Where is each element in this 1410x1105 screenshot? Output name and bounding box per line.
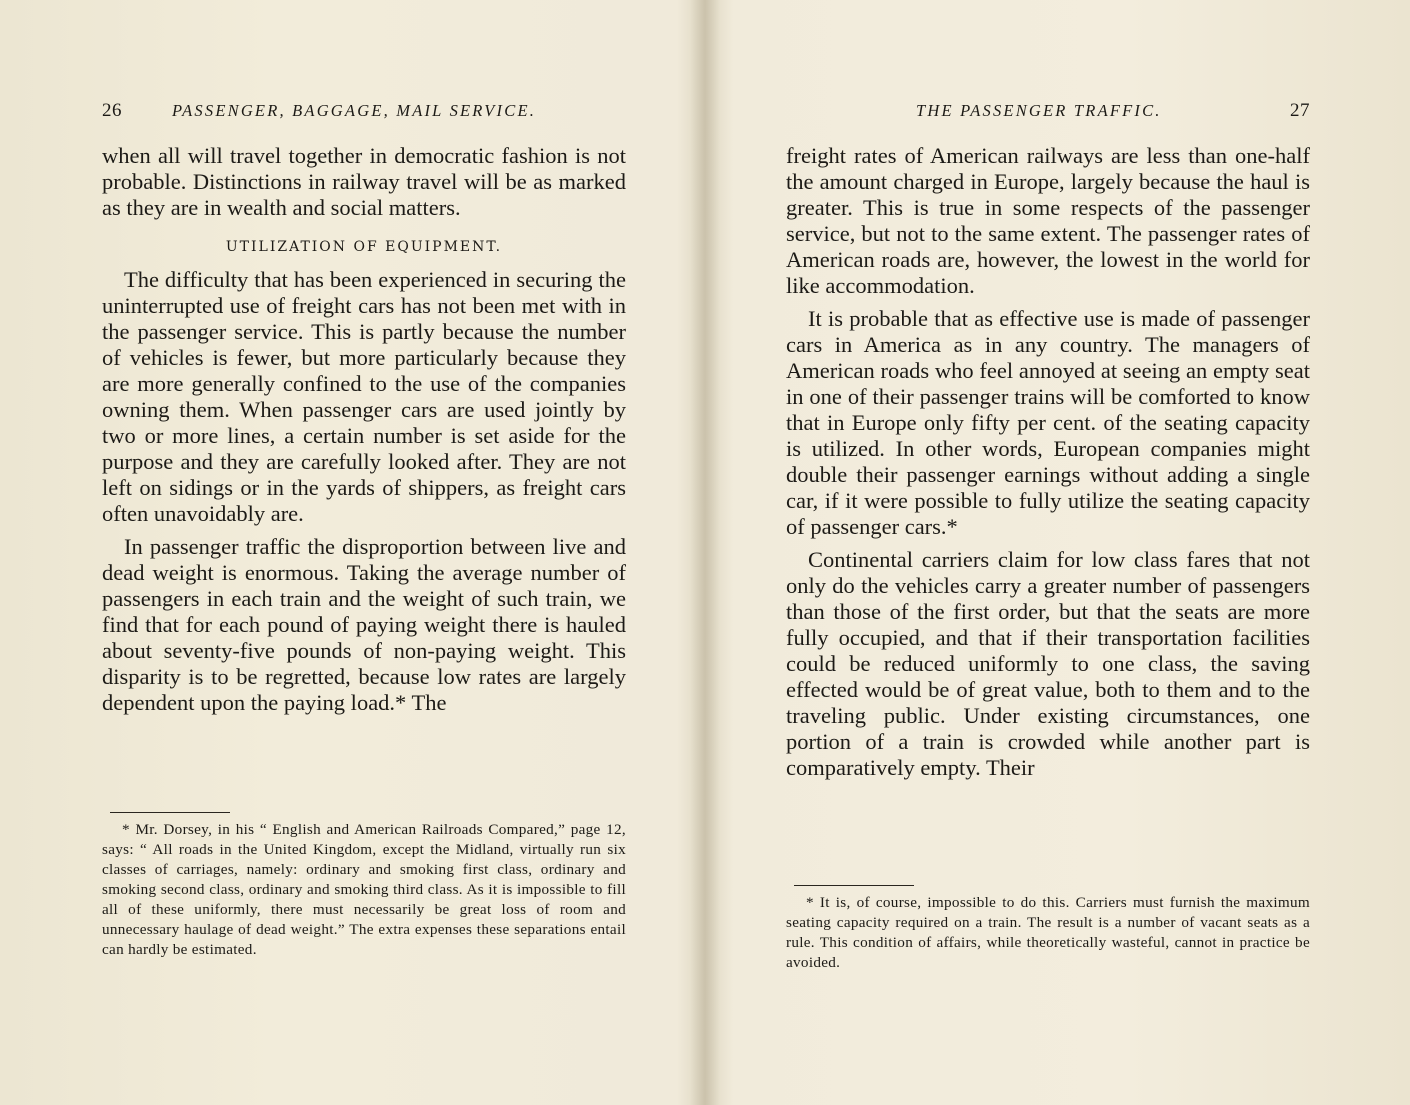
left-footnote-rule <box>110 812 230 813</box>
right-page-body <box>786 143 1310 781</box>
left-footnote-text: * Mr. Dorsey, in his “ English and American Railroads Compared,” page 12, says: “ All roads in the United Kingdom, except the Midland, virtually run six classes of carriages, namely: ordinary and smoking first class, ordinary and smoking second class, ordinary and smoking third class. As it is impossible to fill all of these uniformly, there must necessarily be great loss of room and unnecessary haulage of dead weight.” The extra expenses these separations entail can hardly be estimated. <box>102 821 626 958</box>
right-opening-text: freight rates of American railways are less than one-half the amount charged in Europe, largely because the haul is greater. This is true in some respects of the passenger service, but not to the same extent. The passenger rates of American roads are, however, the lowest in the world for like accommodation. <box>786 143 1310 298</box>
left-running-head: PASSENGER, BAGGAGE, MAIL SERVICE. <box>172 101 537 120</box>
left-footnote <box>102 820 626 960</box>
left-page-number: 26 <box>102 100 122 121</box>
right-running-head: THE PASSENGER TRAFFIC. <box>916 101 1162 120</box>
right-paragraph-1: It is probable that as effective use is made of passenger cars in America as in any country. The managers of American roads who feel annoyed at seeing an empty seat in one of their passenger trains will be comforted to know that in Europe only fifty per cent. of the seating capacity is utilized. In other words, European companies might double their passenger earnings without adding a single car, if it were possible to fully utilize the seating capacity of passenger cars.* <box>786 306 1310 539</box>
left-page-body <box>102 143 626 716</box>
right-paragraph-2: Continental carriers claim for low class fares that not only do the vehicles carry a greater number of passengers than those of the first order, but that the seats are more fully occupied, and that if their transportation facilities could be reduced uniformly to one class, the saving effected would be of great value, both to them and to the traveling public. Under existing circumstances, one portion of a train is crowded while another part is comparatively empty. Their <box>786 547 1310 780</box>
right-footnote-text: * It is, of course, impossible to do this. Carriers must furnish the maximum seating capacity required on a train. The result is a number of vacant seats as a rule. This condition of affairs, while theoretically wasteful, cannot in practice be avoided. <box>786 894 1310 971</box>
left-paragraph-2: In passenger traffic the disproportion between live and dead weight is enormous. Taking the average number of passengers in each train and the weight of such train, we find that for each pound of paying weight there is hauled about seventy-five pounds of non-paying weight. This disparity is to be regretted, because low rates are largely dependent upon the paying load.* The <box>102 534 626 715</box>
section-heading: UTILIZATION OF EQUIPMENT. <box>225 239 503 255</box>
left-page-header <box>102 100 626 126</box>
right-page-header <box>786 100 1310 126</box>
right-page-number: 27 <box>1290 100 1310 121</box>
left-paragraph-1: The difficulty that has been experienced in securing the uninterrupted use of freight cars has not been met with in the passenger service. This is partly because the number of vehicles is fewer, but more particularly because they are more generally confined to the use of the companies owning them. When passenger cars are used jointly by two or more lines, a certain number is set aside for the purpose and they are carefully looked after. They are not left on sidings or in the yards of shippers, as freight cars often unavoidably are. <box>102 267 626 526</box>
right-footnote <box>786 893 1310 973</box>
right-footnote-rule <box>794 885 914 886</box>
book-gutter <box>690 0 720 1105</box>
right-page <box>786 0 1310 1105</box>
left-page <box>102 0 626 1105</box>
left-opening-text: when all will travel together in democratic fashion is not probable. Distinctions in railway travel will be as marked as they are in wealth and social matters. <box>102 143 626 220</box>
